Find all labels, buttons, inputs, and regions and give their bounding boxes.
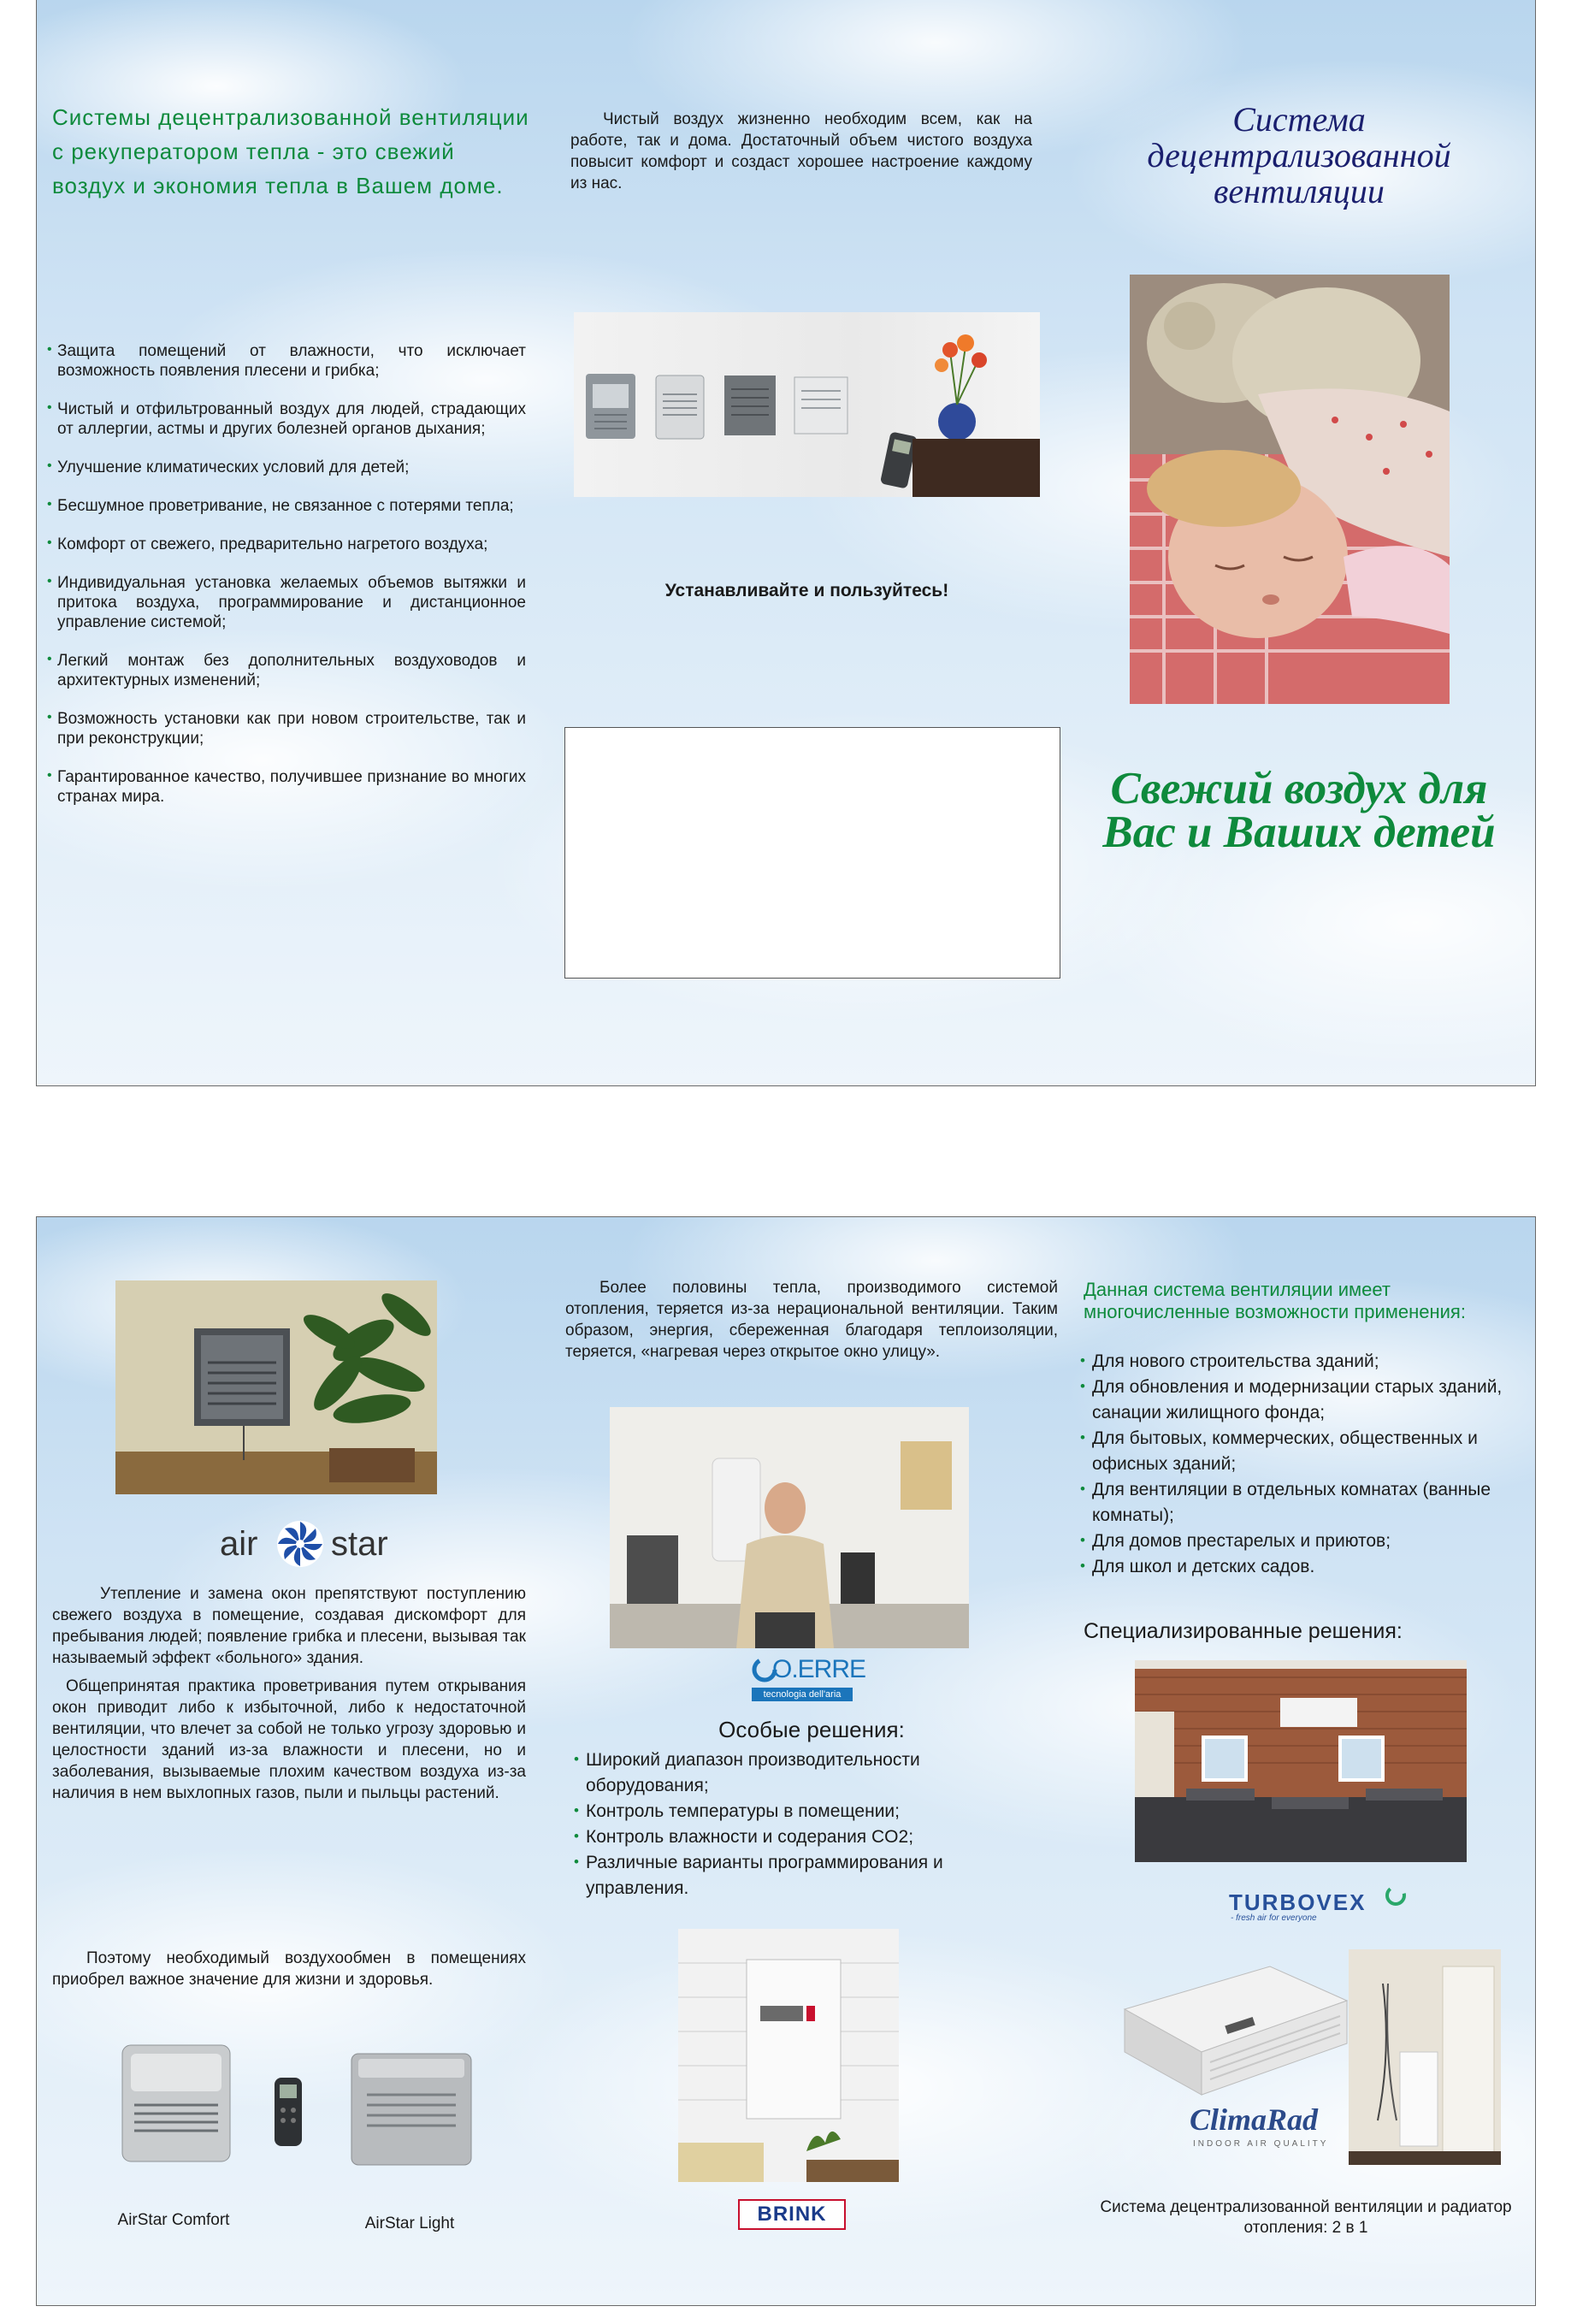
brochure-outer-side (36, 0, 1536, 1086)
radiator-room-photo (1349, 1949, 1501, 2165)
oerre-logo (750, 1653, 866, 1710)
oerre-logo-sub: tecnologia dell'aria (752, 1688, 853, 1701)
list-item: • Контроль влажности и содерания CO2; (572, 1824, 1034, 1850)
turbovex-logo-sub: - fresh air for everyone (1231, 1913, 1317, 1923)
list-item: • Бесшумное проветривание, не связанное с потерями тепла; (47, 496, 526, 516)
list-item: • Для обновления и модернизации старых зданий, санации жилищного фонда; (1078, 1375, 1523, 1426)
system-title: Система децентрализованной вентиляции (1147, 100, 1451, 210)
list-item: • Для бытовых, коммерческих, общественных и офисных зданий; (1078, 1426, 1523, 1477)
list-item: • Чистый и отфильтрованный воздух для людей, страдающих от аллергии, астмы и других болезней органов дыхания; (47, 399, 526, 439)
airstar-logo (220, 1518, 425, 1570)
headline-left: Системы децентрализованной вентиляции с рекуператором тепла - это свежий воздух и экономия тепла в Вашем доме. (52, 104, 529, 198)
airstar-light-photo (345, 2043, 478, 2170)
applications-list (1078, 1349, 1523, 1580)
sleeping-child-photo (1130, 275, 1450, 704)
brochure-inner-side (36, 1216, 1536, 2306)
list-item: • Контроль температуры в помещении; (572, 1799, 1034, 1824)
airstar-comfort-caption: AirStar Comfort (117, 2211, 230, 2229)
list-item: • Улучшение климатических условий для детей; (47, 458, 526, 477)
tagline: Свежий воздух для Вас и Ваших детей (1102, 764, 1496, 857)
list-item: • Для школ и детских садов. (1078, 1554, 1523, 1580)
list-item: • Возможность установки как при новом строительстве, так и при реконструкции; (47, 709, 526, 748)
special-solutions-list (572, 1747, 1034, 1901)
climarad-caption: Система децентрализованной вентиляции и радиатор отопления: 2 в 1 (1100, 2198, 1512, 2237)
ventilation-paragraph: Общепринятая практика проветривания путем открывания окон приводит либо к избыточной, либо к недостаточной вентиляции, что влечет за собой не только угрозу здоровью и целостности зданий из-за влажности и плесени, но и заболевания, вызываемые плохим качеством воздуха из-за наличия в нем выхлопных газов, пыли и пыльцы растений. (52, 1677, 526, 1802)
turbovex-logo (1229, 1884, 1409, 1927)
list-item: • Индивидуальная установка желаемых объемов вытяжки и притока воздуха, программирование и дистанционное управление системой; (47, 573, 526, 632)
fan-icon (276, 1520, 324, 1568)
climarad-unit-photo (1116, 1949, 1355, 2098)
heat-loss-paragraph: Более половины тепла, производимого системой отопления, теряется из-за нерациональной вентиляции. Таким образом, энергия, сбереженная благодаря теплоизоляции, теряется, «нагревая через открытое окно улицу». (565, 1279, 1058, 1361)
benefits-list (47, 341, 526, 825)
list-item: • Гарантированное качество, получившее признание во многих странах мира. (47, 767, 526, 807)
remote-control-photo (269, 2076, 307, 2148)
specialized-solutions-title: Специализированные решения: (1084, 1619, 1403, 1643)
climarad-logo-text: ClimaRad (1190, 2102, 1319, 2137)
airstar-light-caption: AirStar Light (364, 2215, 455, 2232)
oerre-logo-text: O.ERRE (772, 1655, 866, 1683)
blank-frame (564, 727, 1060, 979)
conclusion-paragraph: Поэтому необходимый воздухообмен в помещениях приобрел важное значение для жизни и здоровья. (52, 1949, 526, 1989)
climarad-logo-sub: INDOOR AIR QUALITY (1193, 2139, 1329, 2149)
leaf-swirl-icon (1385, 1884, 1407, 1907)
installer-photo (610, 1407, 969, 1648)
list-item: • Комфорт от свежего, предварительно нагретого воздуха; (47, 535, 526, 554)
list-item: • Различные варианты программирования и управления. (572, 1850, 1034, 1901)
turbovex-logo-text: TURBOVEX (1229, 1889, 1367, 1915)
list-item: • Для вентиляции в отдельных комнатах (ванные комнаты); (1078, 1477, 1523, 1529)
list-item: • Для домов престарелых и приютов; (1078, 1529, 1523, 1554)
list-item: • Для нового строительства зданий; (1078, 1349, 1523, 1375)
classroom-photo (1135, 1660, 1467, 1862)
list-item: • Легкий монтаж без дополнительных воздуховодов и архитектурных изменений; (47, 651, 526, 690)
airstar-logo-text-left: air (220, 1525, 258, 1563)
list-item: • Защита помещений от влажности, что исключает возможность появления плесени и грибка; (47, 341, 526, 381)
product-lineup-photo (574, 312, 1040, 497)
windows-paragraph: Утепление и замена окон препятствуют поступлению свежего воздуха в помещение, создавая дискомфорт для пребывания людей; появление грибка и плесени, вызывая так называемый эффект «больного» здания. (52, 1585, 526, 1667)
intro-text: Чистый воздух жизненно необходим всем, как на работе, так и дома. Достаточный объем чистого воздуха повысит комфорт и создаст хорошее настроение каждому из нас. (570, 110, 1032, 192)
brink-unit-photo (678, 1929, 899, 2182)
applications-heading: Данная система вентиляции имеет многочисленные возможности применения: (1084, 1279, 1466, 1322)
airstar-logo-text-right: star (331, 1525, 388, 1563)
special-solutions-title: Особые решения: (718, 1717, 905, 1742)
list-item: • Широкий диапазон производительности оборудования; (572, 1747, 1034, 1799)
slogan: Устанавливайте и пользуйтесь! (664, 581, 949, 600)
brink-logo-text: BRINK (757, 2203, 827, 2226)
wall-unit-photo (115, 1280, 437, 1494)
brink-logo (738, 2199, 846, 2230)
climarad-logo (1190, 2102, 1361, 2151)
airstar-comfort-photo (115, 2040, 237, 2167)
